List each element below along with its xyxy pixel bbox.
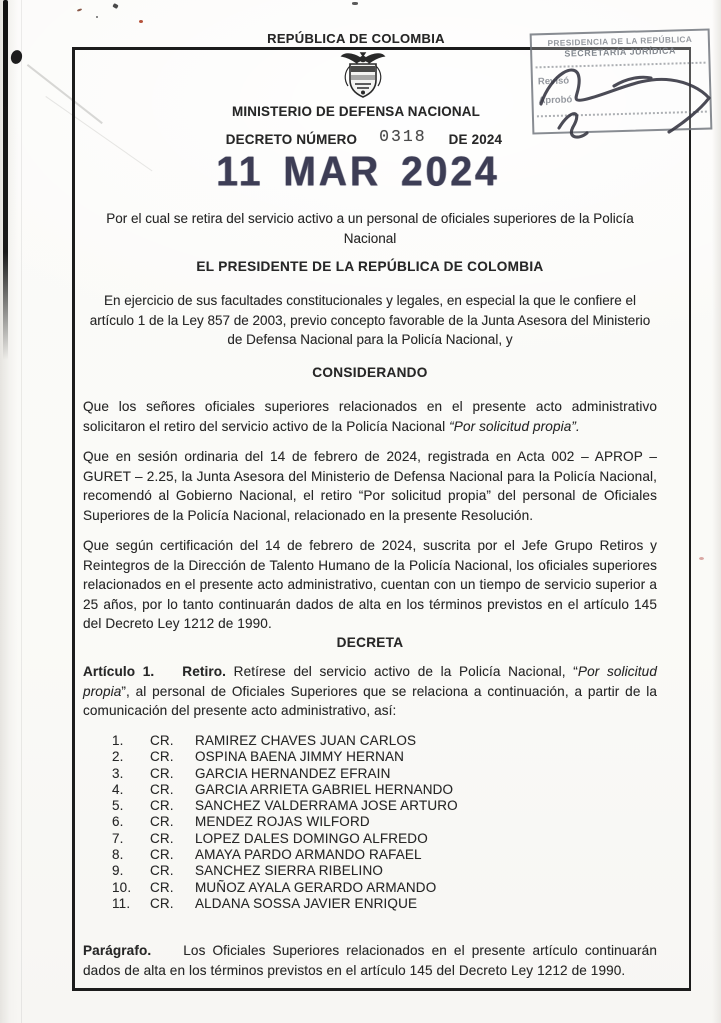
- considering-text: Que los señores oficiales superiores relacionados en el presente acto administrativo solicitaron el retiro del servicio activo de la Policía Nacional: [83, 399, 657, 434]
- officer-row: [112, 896, 657, 912]
- officer-rank: CR.: [150, 895, 174, 911]
- officer-name: OSPINA BAENA JIMMY HERNAN: [195, 749, 405, 765]
- officer-name: ALDANA SOSSA JAVIER ENRIQUE: [195, 895, 418, 911]
- scan-edge-right: [712, 0, 721, 1023]
- date-stamp: 11 MAR 2024: [216, 149, 500, 196]
- officer-rank: CR.: [150, 733, 174, 748]
- officer-number: 6.: [112, 814, 124, 830]
- preamble-text: En ejercicio de sus facultades constitucionales y legales, en especial la que le confiere el artículo 1 de la Ley 857 de 2003, previo concepto favorable de la Junta Asesora del Ministerio de Defensa Nacional para la Policía Nacional, y: [89, 293, 651, 347]
- officer-number: 11.: [112, 895, 131, 911]
- officer-name: GARCIA HERNANDEZ EFRAIN: [195, 765, 391, 781]
- officer-number: 9.: [112, 863, 124, 879]
- subject-text: Por el cual se retira del servicio activo a un personal de oficiales superiores de la Policía Nacional: [106, 211, 634, 246]
- officer-name: MUÑOZ AYALA GERARDO ARMANDO: [195, 879, 437, 895]
- colombia-coat-of-arms-icon: [340, 50, 386, 104]
- officer-rank: CR.: [150, 765, 174, 781]
- stamp-divider: [536, 62, 706, 69]
- officer-name: RAMIREZ CHAVES JUAN CARLOS: [195, 733, 417, 748]
- considerando-heading: CONSIDERANDO: [312, 365, 428, 380]
- officer-row: [112, 880, 657, 896]
- officer-row: [112, 766, 657, 782]
- officer-rank: CR.: [150, 847, 174, 863]
- scan-artifact-bar: [3, 0, 8, 360]
- scan-artifact-speck: [699, 557, 704, 560]
- article1-label: Artículo 1.: [83, 664, 155, 679]
- officer-rank: CR.: [150, 749, 174, 765]
- officer-rank: CR.: [150, 830, 174, 846]
- officer-number: 8.: [112, 847, 124, 863]
- paragrafo-label: Parágrafo.: [83, 943, 152, 958]
- officer-list: [83, 733, 657, 912]
- officer-number: 7.: [112, 830, 124, 846]
- republic-title: REPÚBLICA DE COLOMBIA: [267, 31, 445, 46]
- scan-artifact-speck: [112, 3, 118, 9]
- decree-number-value: 0318: [379, 127, 427, 146]
- article1-text: Retírese del servicio activo de la Policía Nacional, “: [233, 664, 578, 679]
- decree-year: DE 2024: [448, 132, 503, 147]
- officer-name: SANCHEZ VALDERRAMA JOSE ARTURO: [195, 798, 458, 814]
- officer-rank: CR.: [150, 781, 174, 797]
- officer-rank: CR.: [150, 814, 174, 830]
- officer-name: SANCHEZ SIERRA RIBELINO: [195, 863, 383, 879]
- scan-artifact-speck: [139, 20, 143, 23]
- officer-name: AMAYA PARDO ARMANDO RAFAEL: [195, 847, 422, 863]
- stamp-entity-line: PRESIDENCIA DE LA REPÚBLICA: [547, 33, 693, 49]
- decree-number-label: DECRETO NÚMERO: [225, 132, 358, 147]
- officer-row: [112, 749, 657, 765]
- decreta-heading: DECRETA: [336, 635, 404, 650]
- officer-number: 2.: [112, 749, 124, 765]
- scan-artifact-line: [21, 0, 22, 1023]
- considering-italic: “Por solicitud propia”.: [449, 418, 580, 434]
- paragrafo-text: Los Oficiales Superiores relacionados en el presente artículo continuarán dados de alta en los términos previstos en el artículo 145 del Decreto Ley 1212 de 1990.: [83, 943, 657, 978]
- article1-italic: Por solicitud propia: [83, 664, 657, 699]
- officer-rank: CR.: [150, 879, 174, 895]
- considering-paragraph: Que según certificación del 14 de febrero de 2024, suscrita por el Jefe Grupo Retiros y Reintegros de la Dirección de Talento Humano de la Policía Nacional, los oficiales superiores relacionados en el presente acto administrativo, cuentan con un tiempo de servicio superior a 25 años, por lo tanto continuarán dados de alta en los términos previstos en el artículo 145 del Decreto Ley 1212 de 1990.: [83, 538, 657, 632]
- officer-name: GARCIA ARRIETA GABRIEL HERNANDO: [195, 781, 454, 797]
- stamp-reviso-label: Revisó: [537, 75, 570, 88]
- officer-row: [112, 863, 657, 879]
- stamp-divider: [537, 111, 707, 118]
- officer-row: [112, 782, 657, 798]
- officer-row: [112, 798, 657, 814]
- article1-text: ”, al personal de Oficiales Superiores que se relaciona a continuación, a partir de la comunicación del presente acto administrativo, así:: [83, 683, 657, 719]
- officer-number: 3.: [112, 765, 124, 781]
- stamp-office-line: SECRETARÍA JURÍDICA: [564, 45, 677, 59]
- paragrafo-paragraph: [83, 941, 657, 980]
- officer-number: 10.: [112, 879, 132, 895]
- considering-paragraph: Que en sesión ordinaria del 14 de febrero de 2024, registrada en Acta 002 – APROP – GURET – 2.25, la Junta Asesora del Ministerio de Defensa Nacional para la Policía Nacional, recomendó al Gobierno Nacional, el retiro “Por solicitud propia” del personal de Oficiales Superiores de la Policía Nacional, relacionado en la presente Resolución.: [83, 449, 657, 523]
- officer-rank: CR.: [150, 863, 174, 879]
- officer-number: 5.: [112, 798, 124, 814]
- officer-rank: CR.: [150, 798, 174, 814]
- article1-paragraph: [83, 662, 657, 721]
- scan-artifact-speck: [77, 8, 82, 12]
- considering-paragraph: [83, 397, 657, 436]
- jurisdiction-stamp: [530, 29, 713, 135]
- officer-name: LOPEZ DALES DOMINGO ALFREDO: [195, 830, 428, 846]
- officer-number: 4.: [112, 781, 124, 797]
- officer-row: [112, 847, 657, 863]
- officer-row: [112, 814, 657, 830]
- scan-artifact-speck: [352, 2, 358, 5]
- president-title: EL PRESIDENTE DE LA REPÚBLICA DE COLOMBIA: [196, 259, 544, 274]
- scan-artifact-speck: [96, 16, 98, 18]
- officer-number: 1.: [112, 733, 124, 748]
- stamp-aprobo-label: Aprobó: [538, 94, 573, 107]
- ministry-title: MINISTERIO DE DEFENSA NACIONAL: [231, 104, 481, 119]
- officer-row: [112, 733, 657, 749]
- article1-subtitle: Retiro.: [182, 664, 227, 679]
- officer-row: [112, 831, 657, 847]
- officer-name: MENDEZ ROJAS WILFORD: [195, 814, 370, 830]
